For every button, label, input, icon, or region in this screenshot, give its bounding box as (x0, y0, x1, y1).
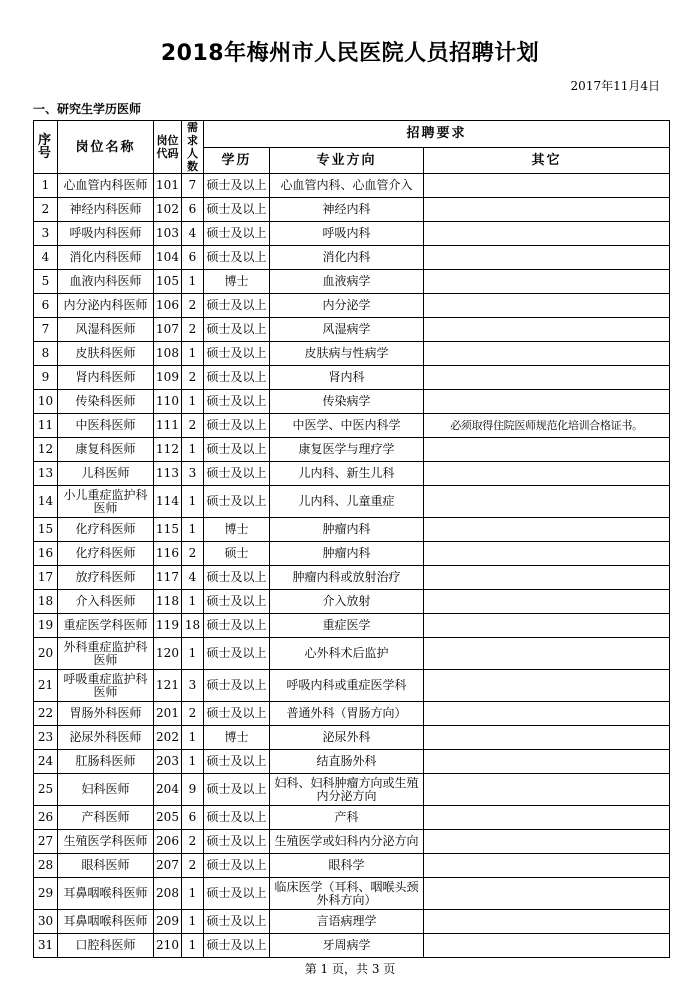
cell-seq: 5 (34, 270, 58, 294)
table-row (34, 462, 670, 486)
cell-education: 硕士及以上 (204, 566, 270, 590)
cell-major: 介入放射 (270, 590, 424, 614)
cell-post-name: 外科重症监护科医师 (58, 638, 154, 670)
cell-post-code: 208 (154, 878, 182, 910)
cell-post-name: 消化内科医师 (58, 246, 154, 270)
cell-post-name: 呼吸内科医师 (58, 222, 154, 246)
cell-post-name: 生殖医学科医师 (58, 830, 154, 854)
table-row (34, 270, 670, 294)
cell-education: 硕士及以上 (204, 590, 270, 614)
document-date: 2017年11月4日 (570, 79, 660, 93)
cell-major: 牙周病学 (270, 934, 424, 958)
table-row (34, 614, 670, 638)
cell-other (424, 566, 670, 590)
table-row (34, 438, 670, 462)
cell-post-name: 神经内科医师 (58, 198, 154, 222)
cell-post-code: 210 (154, 934, 182, 958)
cell-post-name: 中医科医师 (58, 414, 154, 438)
cell-count: 1 (182, 750, 204, 774)
cell-seq: 8 (34, 342, 58, 366)
cell-count: 1 (182, 438, 204, 462)
cell-post-code: 104 (154, 246, 182, 270)
cell-count: 2 (182, 318, 204, 342)
cell-other (424, 726, 670, 750)
cell-other (424, 830, 670, 854)
table-row (34, 366, 670, 390)
cell-other (424, 246, 670, 270)
cell-seq: 14 (34, 486, 58, 518)
cell-major: 普通外科（胃肠方向） (270, 702, 424, 726)
table-row (34, 518, 670, 542)
cell-post-code: 106 (154, 294, 182, 318)
cell-seq: 21 (34, 670, 58, 702)
cell-post-code: 110 (154, 390, 182, 414)
cell-other (424, 854, 670, 878)
cell-major: 肿瘤内科 (270, 518, 424, 542)
cell-seq: 26 (34, 806, 58, 830)
cell-major: 生殖医学或妇科内分泌方向 (270, 830, 424, 854)
cell-post-code: 121 (154, 670, 182, 702)
cell-post-name: 眼科医师 (58, 854, 154, 878)
cell-other (424, 438, 670, 462)
table-row (34, 830, 670, 854)
cell-education: 硕士及以上 (204, 934, 270, 958)
cell-major: 重症医学 (270, 614, 424, 638)
cell-post-name: 儿科医师 (58, 462, 154, 486)
cell-count: 2 (182, 854, 204, 878)
cell-other (424, 806, 670, 830)
cell-major: 结直肠外科 (270, 750, 424, 774)
cell-post-code: 205 (154, 806, 182, 830)
cell-post-name: 产科医师 (58, 806, 154, 830)
cell-major: 妇科、妇科肿瘤方向或生殖内分泌方向 (270, 774, 424, 806)
cell-post-name: 介入科医师 (58, 590, 154, 614)
cell-major: 呼吸内科 (270, 222, 424, 246)
table-row (34, 318, 670, 342)
cell-count: 1 (182, 726, 204, 750)
cell-seq: 23 (34, 726, 58, 750)
cell-education: 硕士及以上 (204, 198, 270, 222)
cell-seq: 6 (34, 294, 58, 318)
cell-seq: 7 (34, 318, 58, 342)
recruitment-table (33, 120, 670, 958)
cell-education: 硕士及以上 (204, 390, 270, 414)
header-post-name: 岗位名称 (58, 121, 154, 174)
cell-education: 硕士及以上 (204, 670, 270, 702)
table-row (34, 774, 670, 806)
cell-count: 2 (182, 702, 204, 726)
table-row (34, 198, 670, 222)
header-other: 其它 (424, 147, 670, 174)
cell-major: 消化内科 (270, 246, 424, 270)
cell-post-name: 内分泌内科医师 (58, 294, 154, 318)
cell-other (424, 462, 670, 486)
cell-other (424, 614, 670, 638)
cell-count: 3 (182, 670, 204, 702)
cell-seq: 18 (34, 590, 58, 614)
table-row (34, 174, 670, 198)
cell-major: 肿瘤内科或放射治疗 (270, 566, 424, 590)
cell-other (424, 910, 670, 934)
cell-count: 4 (182, 222, 204, 246)
cell-post-code: 102 (154, 198, 182, 222)
cell-major: 心血管内科、心血管介入 (270, 174, 424, 198)
cell-other (424, 318, 670, 342)
cell-post-name: 化疗科医师 (58, 518, 154, 542)
cell-education: 硕士及以上 (204, 438, 270, 462)
cell-post-code: 202 (154, 726, 182, 750)
cell-other (424, 518, 670, 542)
table-row (34, 566, 670, 590)
cell-seq: 3 (34, 222, 58, 246)
cell-post-name: 肛肠科医师 (58, 750, 154, 774)
cell-major: 血液病学 (270, 270, 424, 294)
cell-count: 3 (182, 462, 204, 486)
cell-count: 2 (182, 294, 204, 318)
cell-education: 硕士及以上 (204, 774, 270, 806)
cell-post-name: 泌尿外科医师 (58, 726, 154, 750)
cell-post-name: 康复科医师 (58, 438, 154, 462)
cell-post-code: 114 (154, 486, 182, 518)
table-row (34, 246, 670, 270)
table-row (34, 342, 670, 366)
cell-post-code: 204 (154, 774, 182, 806)
cell-education: 博士 (204, 270, 270, 294)
table-row (34, 390, 670, 414)
cell-post-code: 101 (154, 174, 182, 198)
cell-major: 传染病学 (270, 390, 424, 414)
cell-major: 神经内科 (270, 198, 424, 222)
cell-post-code: 207 (154, 854, 182, 878)
cell-post-name: 胃肠外科医师 (58, 702, 154, 726)
cell-other (424, 934, 670, 958)
cell-post-code: 113 (154, 462, 182, 486)
header-seq: 序号 (34, 121, 58, 174)
cell-other (424, 198, 670, 222)
cell-education: 硕士及以上 (204, 910, 270, 934)
cell-seq: 12 (34, 438, 58, 462)
cell-other: 必须取得住院医师规范化培训合格证书。 (424, 414, 670, 438)
cell-post-name: 重症医学科医师 (58, 614, 154, 638)
cell-count: 1 (182, 342, 204, 366)
cell-count: 1 (182, 590, 204, 614)
cell-post-name: 风湿科医师 (58, 318, 154, 342)
cell-post-name: 耳鼻咽喉科医师 (58, 910, 154, 934)
header-requirements: 招聘要求 (204, 121, 670, 148)
cell-other (424, 878, 670, 910)
cell-seq: 11 (34, 414, 58, 438)
cell-other (424, 750, 670, 774)
cell-major: 心外科术后监护 (270, 638, 424, 670)
header-major: 专业方向 (270, 147, 424, 174)
cell-seq: 24 (34, 750, 58, 774)
cell-education: 硕士及以上 (204, 246, 270, 270)
cell-count: 18 (182, 614, 204, 638)
cell-count: 1 (182, 878, 204, 910)
table-body (34, 174, 670, 958)
cell-count: 2 (182, 830, 204, 854)
cell-post-code: 118 (154, 590, 182, 614)
cell-post-code: 111 (154, 414, 182, 438)
cell-seq: 22 (34, 702, 58, 726)
cell-post-code: 201 (154, 702, 182, 726)
cell-education: 硕士及以上 (204, 806, 270, 830)
cell-post-name: 口腔科医师 (58, 934, 154, 958)
header-count: 需求人数 (182, 121, 204, 174)
cell-post-code: 115 (154, 518, 182, 542)
table-row (34, 854, 670, 878)
table-row (34, 638, 670, 670)
cell-other (424, 342, 670, 366)
cell-education: 硕士及以上 (204, 174, 270, 198)
table-row (34, 222, 670, 246)
cell-major: 言语病理学 (270, 910, 424, 934)
cell-education: 硕士及以上 (204, 614, 270, 638)
cell-seq: 2 (34, 198, 58, 222)
cell-seq: 31 (34, 934, 58, 958)
cell-post-code: 109 (154, 366, 182, 390)
cell-major: 康复医学与理疗学 (270, 438, 424, 462)
cell-post-name: 放疗科医师 (58, 566, 154, 590)
cell-education: 硕士及以上 (204, 750, 270, 774)
page-title: 2018年梅州市人民医院人员招聘计划 (160, 41, 540, 66)
cell-major: 儿内科、新生儿科 (270, 462, 424, 486)
cell-seq: 4 (34, 246, 58, 270)
table-row (34, 702, 670, 726)
cell-count: 1 (182, 934, 204, 958)
cell-major: 肿瘤内科 (270, 542, 424, 566)
cell-other (424, 222, 670, 246)
cell-post-code: 206 (154, 830, 182, 854)
cell-seq: 30 (34, 910, 58, 934)
cell-post-code: 117 (154, 566, 182, 590)
cell-seq: 9 (34, 366, 58, 390)
cell-post-name: 皮肤科医师 (58, 342, 154, 366)
cell-post-code: 103 (154, 222, 182, 246)
cell-seq: 16 (34, 542, 58, 566)
cell-seq: 20 (34, 638, 58, 670)
cell-education: 硕士及以上 (204, 638, 270, 670)
cell-major: 眼科学 (270, 854, 424, 878)
cell-other (424, 542, 670, 566)
table-row (34, 806, 670, 830)
cell-post-name: 心血管内科医师 (58, 174, 154, 198)
cell-count: 6 (182, 198, 204, 222)
cell-major: 泌尿外科 (270, 726, 424, 750)
page-footer: 第 1 页，共 3 页 (304, 962, 396, 976)
cell-seq: 29 (34, 878, 58, 910)
cell-education: 硕士 (204, 542, 270, 566)
cell-education: 硕士及以上 (204, 366, 270, 390)
cell-seq: 1 (34, 174, 58, 198)
cell-major: 产科 (270, 806, 424, 830)
cell-count: 2 (182, 414, 204, 438)
header-post-code: 岗位代码 (154, 121, 182, 174)
table-row (34, 934, 670, 958)
cell-education: 硕士及以上 (204, 830, 270, 854)
cell-count: 7 (182, 174, 204, 198)
cell-count: 1 (182, 518, 204, 542)
table-row (34, 590, 670, 614)
cell-major: 呼吸内科或重症医学科 (270, 670, 424, 702)
table-row (34, 750, 670, 774)
cell-other (424, 294, 670, 318)
cell-education: 硕士及以上 (204, 702, 270, 726)
cell-education: 硕士及以上 (204, 222, 270, 246)
cell-post-code: 209 (154, 910, 182, 934)
cell-major: 风湿病学 (270, 318, 424, 342)
cell-education: 硕士及以上 (204, 294, 270, 318)
cell-other (424, 590, 670, 614)
cell-post-code: 108 (154, 342, 182, 366)
cell-post-code: 203 (154, 750, 182, 774)
cell-other (424, 174, 670, 198)
cell-count: 1 (182, 390, 204, 414)
cell-other (424, 638, 670, 670)
cell-seq: 28 (34, 854, 58, 878)
cell-education: 硕士及以上 (204, 318, 270, 342)
cell-seq: 27 (34, 830, 58, 854)
cell-education: 硕士及以上 (204, 486, 270, 518)
cell-post-name: 化疗科医师 (58, 542, 154, 566)
cell-education: 硕士及以上 (204, 462, 270, 486)
table-row (34, 294, 670, 318)
cell-major: 儿内科、儿童重症 (270, 486, 424, 518)
cell-other (424, 702, 670, 726)
table-row (34, 670, 670, 702)
cell-education: 硕士及以上 (204, 878, 270, 910)
cell-count: 1 (182, 486, 204, 518)
cell-post-name: 血液内科医师 (58, 270, 154, 294)
cell-seq: 10 (34, 390, 58, 414)
cell-count: 2 (182, 542, 204, 566)
cell-education: 硕士及以上 (204, 854, 270, 878)
table-row (34, 878, 670, 910)
cell-seq: 17 (34, 566, 58, 590)
cell-count: 1 (182, 910, 204, 934)
cell-major: 肾内科 (270, 366, 424, 390)
cell-seq: 19 (34, 614, 58, 638)
cell-seq: 15 (34, 518, 58, 542)
cell-post-code: 120 (154, 638, 182, 670)
cell-post-name: 传染科医师 (58, 390, 154, 414)
cell-post-code: 105 (154, 270, 182, 294)
cell-count: 6 (182, 806, 204, 830)
cell-major: 内分泌学 (270, 294, 424, 318)
cell-other (424, 270, 670, 294)
cell-post-name: 小儿重症监护科医师 (58, 486, 154, 518)
header-education: 学历 (204, 147, 270, 174)
cell-other (424, 774, 670, 806)
cell-education: 博士 (204, 726, 270, 750)
table-row (34, 414, 670, 438)
cell-major: 临床医学（耳科、咽喉头颈外科方向） (270, 878, 424, 910)
cell-count: 4 (182, 566, 204, 590)
cell-education: 硕士及以上 (204, 342, 270, 366)
cell-post-name: 肾内科医师 (58, 366, 154, 390)
cell-other (424, 366, 670, 390)
cell-other (424, 670, 670, 702)
table-row (34, 486, 670, 518)
cell-count: 1 (182, 270, 204, 294)
cell-post-code: 112 (154, 438, 182, 462)
cell-post-code: 116 (154, 542, 182, 566)
cell-count: 6 (182, 246, 204, 270)
table-row (34, 910, 670, 934)
cell-post-code: 107 (154, 318, 182, 342)
table-row (34, 542, 670, 566)
cell-count: 2 (182, 366, 204, 390)
cell-post-name: 耳鼻咽喉科医师 (58, 878, 154, 910)
table-row (34, 726, 670, 750)
cell-count: 1 (182, 638, 204, 670)
cell-post-name: 呼吸重症监护科医师 (58, 670, 154, 702)
cell-post-code: 119 (154, 614, 182, 638)
cell-other (424, 390, 670, 414)
cell-other (424, 486, 670, 518)
cell-seq: 25 (34, 774, 58, 806)
cell-count: 9 (182, 774, 204, 806)
cell-education: 博士 (204, 518, 270, 542)
cell-post-name: 妇科医师 (58, 774, 154, 806)
cell-major: 中医学、中医内科学 (270, 414, 424, 438)
cell-seq: 13 (34, 462, 58, 486)
section-heading: 一、研究生学历医师 (33, 102, 142, 116)
cell-education: 硕士及以上 (204, 414, 270, 438)
cell-major: 皮肤病与性病学 (270, 342, 424, 366)
